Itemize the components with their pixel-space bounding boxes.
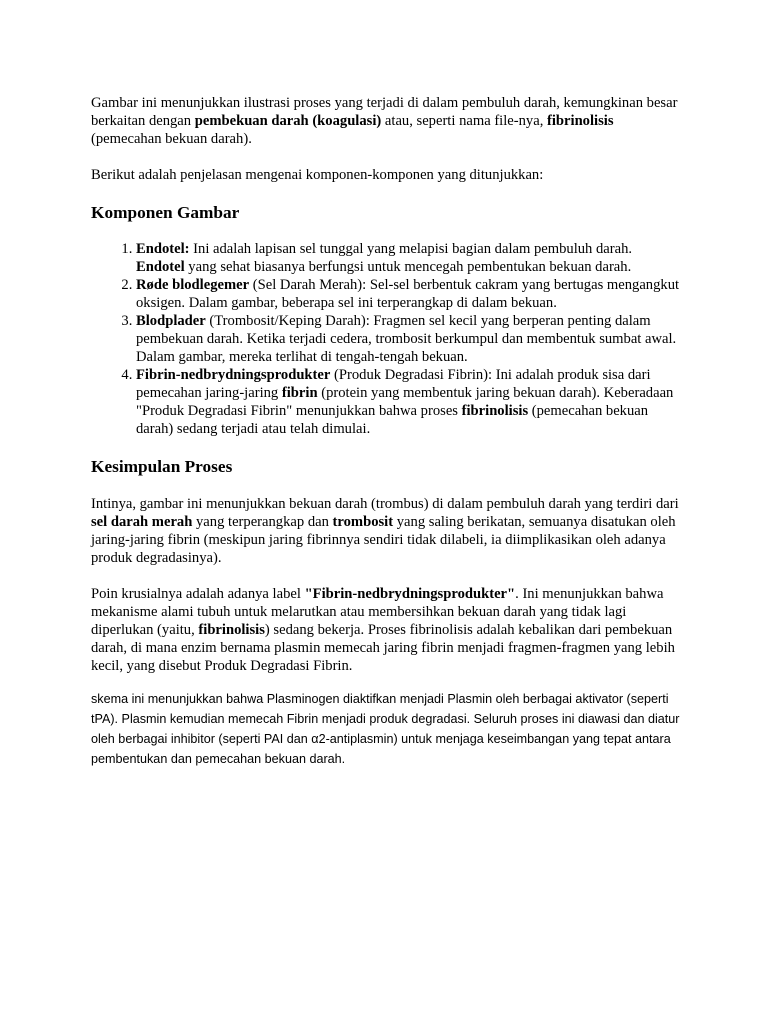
list-item-fibrin-nedbrydningsprodukter (136, 366, 681, 438)
paragraph-text: yang terperangkap dan (192, 514, 333, 530)
paragraph-text: Intinya, gambar ini menunjukkan bekuan darah (trombus) di dalam pembuluh darah yang terdiri dari (91, 496, 679, 512)
term-trombosit: trombosit (332, 514, 394, 530)
heading-kesimpulan-proses: Kesimpulan Proses (91, 457, 233, 476)
paragraph-text: yang saling berikatan, semuanya disatukan oleh jaring-jaring fibrin (meskipun jaring fibrinnya sendiri tidak dilabeli, ia diimplikasikan oleh adanya produk degradasinya). (91, 514, 676, 566)
list-item-text: (pemecahan bekuan darah) sedang terjadi atau telah dimulai. (136, 403, 649, 437)
kesimpulan-paragraph-2 (91, 585, 681, 675)
term-fibrinolisis: fibrinolisis (198, 622, 265, 638)
paragraph-text: . Ini menunjukkan bahwa mekanisme alami tubuh untuk melarutkan atau membersihkan bekuan darah yang tidak lagi diperlukan (yaitu, (91, 586, 664, 638)
intro-text: atau, seperti nama file-nya, (381, 113, 547, 129)
term-blodplader: Blodplader (136, 313, 206, 329)
paragraph-text: Poin krusialnya adalah adanya label (91, 586, 305, 602)
list-item-rode-blodlegemer (136, 276, 681, 312)
intro-text: Gambar ini menunjukkan ilustrasi proses yang terjadi di dalam pembuluh darah, kemungkinan besar berkaitan dengan (91, 95, 678, 129)
list-item-text: yang sehat biasanya berfungsi untuk mencegah pembentukan bekuan darah. (184, 259, 632, 275)
paragraph-text: ) sedang bekerja. Proses fibrinolisis adalah kebalikan dari pembekuan darah, di mana enzim bernama plasmin memecah jaring fibrin menjadi fragmen-fragmen yang lebih kecil, yang disebut Produk Degradasi Fibrin. (91, 622, 675, 674)
list-item-blodplader (136, 312, 681, 366)
kesimpulan-paragraph-1 (91, 495, 681, 567)
term-endotel-repeat: Endotel (136, 259, 185, 275)
term-endotel: Endotel: (136, 241, 190, 257)
intro-lead-paragraph: Berikut adalah penjelasan mengenai komponen-komponen yang ditunjukkan: (91, 167, 544, 183)
intro-bold-fibrinolisis: fibrinolisis (547, 113, 614, 129)
term-fibrinolisis: fibrinolisis (461, 403, 529, 419)
term-sel-darah-merah: sel darah merah (91, 514, 193, 530)
list-item-text: (Produk Degradasi Fibrin): Ini adalah produk sisa dari pemecahan jaring-jaring (136, 367, 651, 401)
term-fibrin-nedbrydningsprodukter: Fibrin-nedbrydningsprodukter (136, 367, 331, 383)
list-item-text: (protein yang membentuk jaring bekuan darah). Keberadaan "Produk Degradasi Fibrin" menunjukkan bahwa proses (136, 385, 674, 419)
heading-komponen-gambar: Komponen Gambar (91, 203, 240, 222)
schema-note-paragraph: skema ini menunjukkan bahwa Plasminogen diaktifkan menjadi Plasmin oleh berbagai aktivator (seperti tPA). Plasmin kemudian memecah Fibrin menjadi produk degradasi. Seluruh proses ini diawasi dan diatur oleh berbagai inhibitor (seperti PAI dan α2-antiplasmin) untuk menjaga keseimbangan yang tepat antara pembentukan dan pemecahan bekuan darah. (91, 692, 680, 766)
list-item-endotel (136, 240, 681, 276)
intro-bold-koagulasi: pembekuan darah (koagulasi) (194, 113, 382, 129)
list-item-text: (Sel Darah Merah): Sel-sel berbentuk cakram yang bertugas mengangkut oksigen. Dalam gambar, beberapa sel ini terperangkap di dalam bekuan. (136, 277, 680, 311)
component-list (91, 240, 681, 438)
term-rode-blodlegemer: Røde blodlegemer (136, 277, 250, 293)
intro-paragraph (91, 94, 681, 148)
list-item-text: Ini adalah lapisan sel tunggal yang melapisi bagian dalam pembuluh darah. (189, 241, 633, 257)
intro-text: (pemecahan bekuan darah). (91, 131, 252, 147)
list-item-text: (Trombosit/Keping Darah): Fragmen sel kecil yang berperan penting dalam pembekuan darah. Ketika terjadi cedera, trombosit berkumpul dan membentuk sumbat awal. Dalam gambar, mereka terlihat di tengah-tengah bekuan. (136, 313, 677, 365)
term-fibrin-nedbrydningsprodukter-quoted: "Fibrin-nedbrydningsprodukter" (304, 586, 516, 602)
document-page (91, 94, 681, 769)
term-fibrin: fibrin (281, 385, 318, 401)
